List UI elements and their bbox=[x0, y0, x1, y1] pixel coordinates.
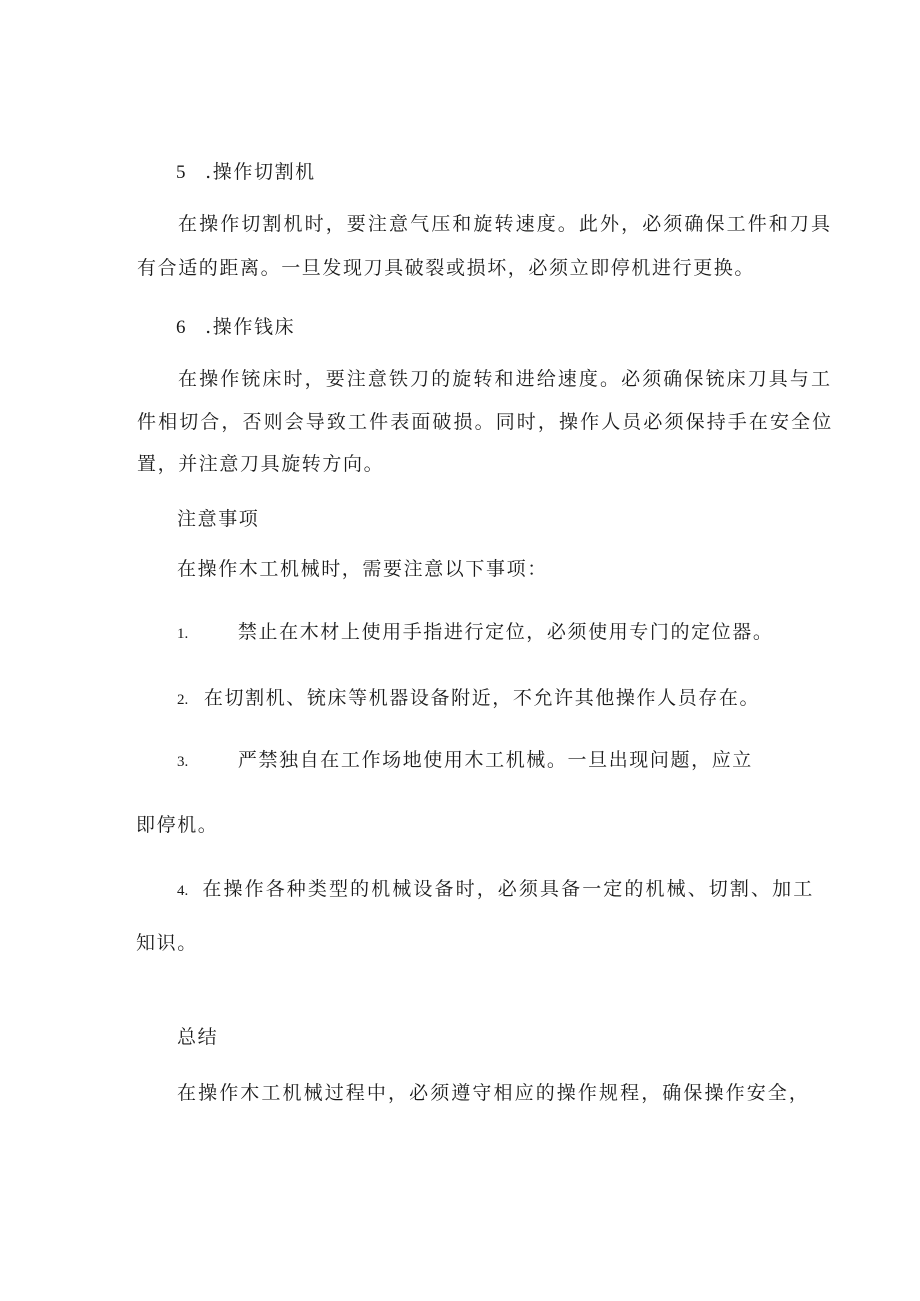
section-6-body-line-1: 在操作铳床时，要注意铁刀的旋转和进给速度。必须确保铳床刀具与工 bbox=[178, 368, 833, 390]
section-5-body-line-2: 有合适的距离。一旦发现刀具破裂或损坏，必须立即停机进行更换。 bbox=[137, 257, 756, 279]
notes-item-4 bbox=[177, 877, 814, 903]
notes-item-2 bbox=[177, 686, 760, 712]
notes-item-4-continuation: 知识。 bbox=[136, 932, 198, 954]
section-5-number: 5 bbox=[176, 162, 186, 183]
notes-item-1-number: 1. bbox=[177, 626, 189, 642]
section-5-title: .操作切割机 bbox=[205, 161, 316, 183]
notes-heading: 注意事项 bbox=[177, 508, 260, 530]
notes-item-1 bbox=[177, 620, 774, 646]
notes-item-1-text: 禁止在木材上使用手指进行定位，必须使用专门的定位器。 bbox=[237, 621, 774, 643]
notes-item-3-text: 严禁独自在工作场地使用木工机械。一旦出现问题，应立 bbox=[237, 749, 753, 771]
section-6-body-line-2: 件相切合，否则会导致工件表面破损。同时，操作人员必须保持手在安全位 bbox=[137, 411, 834, 433]
summary-heading: 总结 bbox=[177, 1026, 219, 1048]
section-5-heading bbox=[176, 160, 316, 185]
notes-item-3 bbox=[177, 748, 753, 774]
section-6-title: .操作钱床 bbox=[205, 316, 296, 338]
section-6-heading bbox=[176, 315, 295, 340]
notes-item-3-continuation: 即停机。 bbox=[136, 814, 219, 836]
notes-item-4-number: 4. bbox=[177, 883, 189, 899]
section-5-body-line-1: 在操作切割机时，要注意气压和旋转速度。此外，必须确保工件和刀具 bbox=[178, 213, 833, 235]
notes-intro: 在操作木工机械时，需要注意以下事项： bbox=[177, 558, 548, 580]
section-6-number: 6 bbox=[176, 317, 186, 338]
notes-item-3-number: 3. bbox=[177, 754, 189, 770]
summary-body-line-1: 在操作木工机械过程中，必须遵守相应的操作规程，确保操作安全， bbox=[177, 1082, 811, 1104]
notes-item-2-text: 在切割机、铳床等机器设备附近，不允许其他操作人员存在。 bbox=[203, 687, 761, 709]
section-6-body-line-3: 置，并注意刀具旋转方向。 bbox=[137, 453, 385, 475]
notes-item-4-text: 在操作各种类型的机械设备时，必须具备一定的机械、切割、加工 bbox=[202, 878, 815, 900]
notes-item-2-number: 2. bbox=[177, 692, 189, 708]
